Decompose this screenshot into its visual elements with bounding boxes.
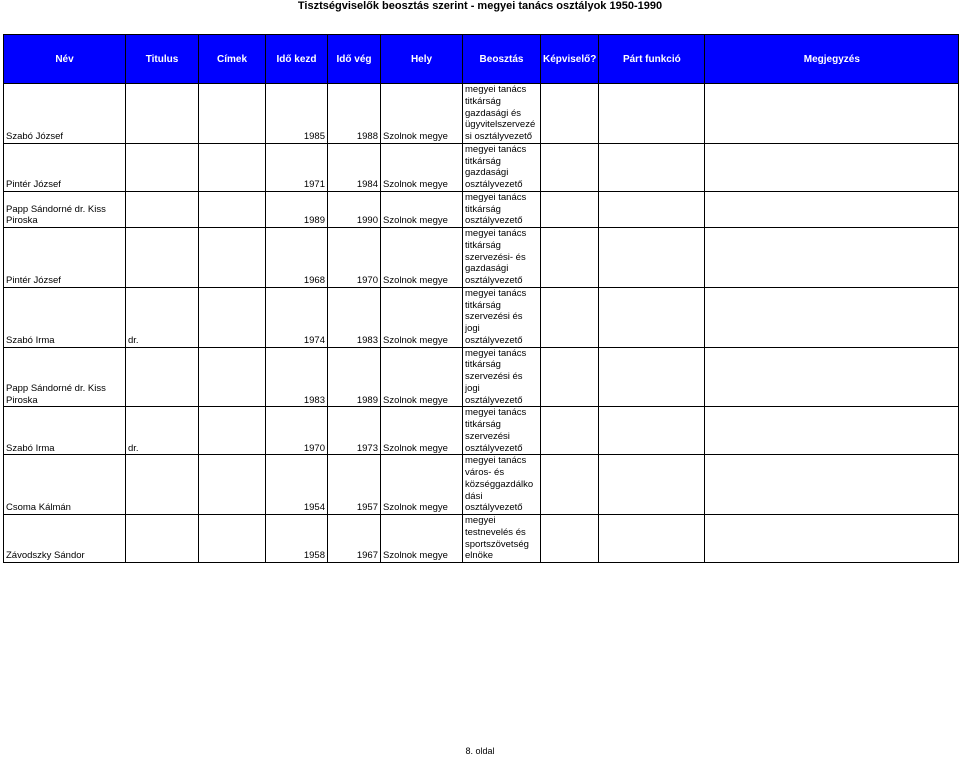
cell-hely: Szolnok megye (381, 287, 463, 347)
cell-titulus (126, 84, 199, 144)
cell-megjegyzes (705, 515, 959, 563)
cell-beosztas: megyei tanács titkárság szervezési- és gazdasági osztályvezető (463, 228, 541, 288)
officials-table (3, 34, 959, 563)
cell-megjegyzes (705, 455, 959, 515)
cell-cimek (199, 143, 266, 191)
column-header-nev: Név (4, 35, 126, 84)
cell-megjegyzes (705, 84, 959, 144)
cell-titulus (126, 228, 199, 288)
cell-beosztas: megyei tanács város- és községgazdálkodási osztályvezető (463, 455, 541, 515)
cell-kepviselo (541, 455, 599, 515)
page-number: 8. oldal (465, 746, 495, 756)
cell-hely: Szolnok megye (381, 143, 463, 191)
cell-ido-kezd: 1958 (266, 515, 328, 563)
header-row (4, 35, 959, 84)
cell-nev: Szabó Irma (4, 407, 126, 455)
cell-ido-veg: 1983 (328, 287, 381, 347)
cell-beosztas: megyei tanács titkárság osztályvezető (463, 191, 541, 227)
cell-ido-veg: 1970 (328, 228, 381, 288)
table-row (4, 228, 959, 288)
column-header-beosztas: Beosztás (463, 35, 541, 84)
cell-part-funkcio (599, 515, 705, 563)
cell-kepviselo (541, 191, 599, 227)
cell-part-funkcio (599, 347, 705, 407)
cell-ido-kezd: 1985 (266, 84, 328, 144)
cell-megjegyzes (705, 407, 959, 455)
cell-cimek (199, 287, 266, 347)
cell-hely: Szolnok megye (381, 407, 463, 455)
cell-megjegyzes (705, 347, 959, 407)
cell-part-funkcio (599, 143, 705, 191)
cell-beosztas: megyei tanács titkárság gazdasági osztályvezető (463, 143, 541, 191)
cell-part-funkcio (599, 287, 705, 347)
cell-cimek (199, 84, 266, 144)
cell-hely: Szolnok megye (381, 455, 463, 515)
table-row (4, 455, 959, 515)
cell-nev: Papp Sándorné dr. Kiss Piroska (4, 347, 126, 407)
cell-kepviselo (541, 84, 599, 144)
cell-kepviselo (541, 515, 599, 563)
cell-kepviselo (541, 287, 599, 347)
cell-ido-kezd: 1970 (266, 407, 328, 455)
cell-ido-veg: 1957 (328, 455, 381, 515)
cell-part-funkcio (599, 455, 705, 515)
cell-kepviselo (541, 347, 599, 407)
cell-hely: Szolnok megye (381, 515, 463, 563)
cell-part-funkcio (599, 191, 705, 227)
cell-titulus (126, 515, 199, 563)
column-header-kepviselo: Képviselő? (541, 35, 599, 84)
cell-ido-kezd: 1989 (266, 191, 328, 227)
cell-nev: Csoma Kálmán (4, 455, 126, 515)
cell-hely: Szolnok megye (381, 347, 463, 407)
cell-titulus (126, 191, 199, 227)
cell-beosztas: megyei tanács titkárság szervezési osztályvezető (463, 407, 541, 455)
cell-hely: Szolnok megye (381, 84, 463, 144)
cell-cimek (199, 228, 266, 288)
cell-ido-veg: 1967 (328, 515, 381, 563)
cell-ido-kezd: 1971 (266, 143, 328, 191)
column-header-titulus: Titulus (126, 35, 199, 84)
cell-beosztas: megyei tanács titkárság gazdasági és ügyvitelszervezési osztályvezető (463, 84, 541, 144)
column-header-part-funkcio: Párt funkció (599, 35, 705, 84)
cell-part-funkcio (599, 407, 705, 455)
cell-ido-kezd: 1974 (266, 287, 328, 347)
table-row (4, 191, 959, 227)
cell-ido-veg: 1988 (328, 84, 381, 144)
column-header-ido-kezd: Idő kezd (266, 35, 328, 84)
cell-part-funkcio (599, 84, 705, 144)
cell-ido-kezd: 1968 (266, 228, 328, 288)
cell-hely: Szolnok megye (381, 191, 463, 227)
cell-cimek (199, 191, 266, 227)
cell-kepviselo (541, 228, 599, 288)
cell-hely: Szolnok megye (381, 228, 463, 288)
cell-ido-veg: 1990 (328, 191, 381, 227)
cell-nev: Pintér József (4, 228, 126, 288)
table-row (4, 407, 959, 455)
cell-cimek (199, 407, 266, 455)
table-row (4, 287, 959, 347)
cell-nev: Papp Sándorné dr. Kiss Piroska (4, 191, 126, 227)
page-title: Tisztségviselők beosztás szerint - megyei tanács osztályok 1950-1990 (297, 0, 663, 12)
table-row (4, 515, 959, 563)
column-header-hely: Hely (381, 35, 463, 84)
cell-kepviselo (541, 143, 599, 191)
cell-titulus (126, 455, 199, 515)
cell-megjegyzes (705, 143, 959, 191)
cell-titulus: dr. (126, 287, 199, 347)
cell-part-funkcio (599, 228, 705, 288)
cell-nev: Závodszky Sándor (4, 515, 126, 563)
cell-cimek (199, 515, 266, 563)
cell-ido-veg: 1984 (328, 143, 381, 191)
cell-beosztas: megyei tanács titkárság szervezési és jogi osztályvezető (463, 347, 541, 407)
cell-titulus (126, 143, 199, 191)
cell-kepviselo (541, 407, 599, 455)
table-row (4, 347, 959, 407)
cell-cimek (199, 455, 266, 515)
cell-nev: Szabó Irma (4, 287, 126, 347)
cell-titulus (126, 347, 199, 407)
table-row (4, 143, 959, 191)
cell-ido-veg: 1989 (328, 347, 381, 407)
cell-cimek (199, 347, 266, 407)
cell-titulus: dr. (126, 407, 199, 455)
column-header-ido-veg: Idő vég (328, 35, 381, 84)
table-row (4, 84, 959, 144)
cell-ido-kezd: 1983 (266, 347, 328, 407)
cell-beosztas: megyei tanács titkárság szervezési és jogi osztályvezető (463, 287, 541, 347)
cell-megjegyzes (705, 287, 959, 347)
column-header-megjegyzes: Megjegyzés (705, 35, 959, 84)
cell-ido-veg: 1973 (328, 407, 381, 455)
cell-beosztas: megyei testnevelés és sportszövetség elnöke (463, 515, 541, 563)
cell-megjegyzes (705, 228, 959, 288)
cell-nev: Pintér József (4, 143, 126, 191)
cell-ido-kezd: 1954 (266, 455, 328, 515)
cell-megjegyzes (705, 191, 959, 227)
column-header-cimek: Címek (199, 35, 266, 84)
cell-nev: Szabó József (4, 84, 126, 144)
